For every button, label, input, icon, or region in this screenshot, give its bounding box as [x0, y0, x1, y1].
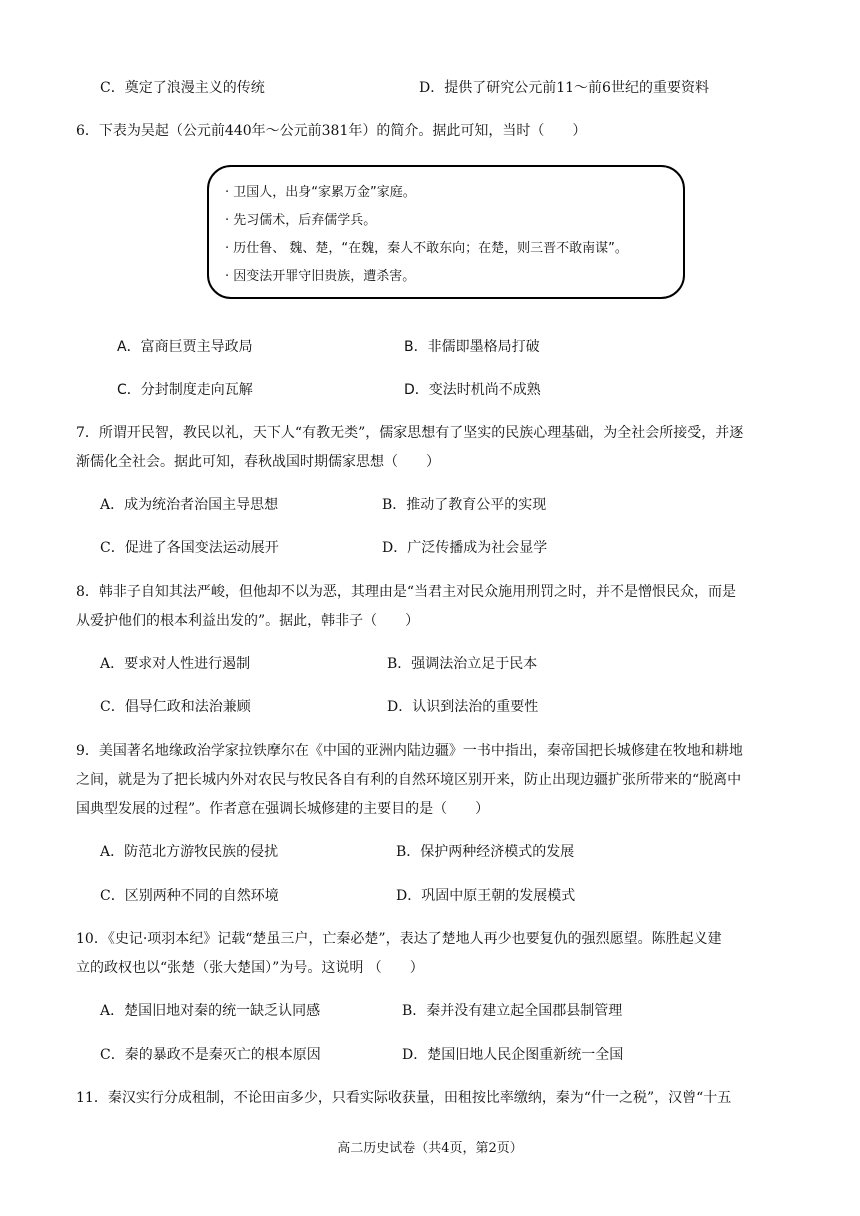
- q7-option-b: B．推动了教育公平的实现: [382, 497, 547, 513]
- q9-option-b: B．保护两种经济模式的发展: [396, 844, 575, 860]
- q5-option-d: D．提供了研究公元前11～前6世纪的重要资料: [419, 80, 709, 96]
- q7-line-1: 7．所谓开民智，教民以礼，天下人“有教无类”，儒家思想有了坚实的民族心理基础，为全社会所接受，并逐: [76, 425, 744, 441]
- q8-option-a: A．要求对人性进行遏制: [100, 656, 251, 672]
- q10-option-a: A．楚国旧地对秦的统一缺乏认同感: [100, 1003, 321, 1019]
- q8-option-b: B．强调法治立足于民本: [387, 656, 538, 672]
- q8-line-1: 8．韩非子自知其法严峻，但他却不以为恶，其理由是“当君主对民众施用刑罚之时，并不是憎恨民众，而是: [76, 584, 737, 600]
- q9-line-2: 之间，就是为了把长城内外对农民与牧民各自有利的自然环境区别开来，防止出现边疆扩张所带来的“脱离中: [76, 772, 742, 788]
- q11-line-1: 11．秦汉实行分成租制，不论田亩多少，只看实际收获量，田租按比率缴纳，秦为“什一之税”，汉曾“十五: [76, 1090, 732, 1106]
- q9-line-3: 国典型发展的过程”。作者意在强调长城修建的主要目的是（ ）: [76, 801, 490, 817]
- q6-box-line-2: · 先习儒术，后弃儒学兵。: [225, 213, 377, 228]
- q6-option-b: B．非儒即墨格局打破: [404, 339, 540, 355]
- q6-option-d: D．变法时机尚不成熟: [404, 382, 541, 398]
- q10-option-b: B．秦并没有建立起全国郡县制管理: [402, 1003, 623, 1019]
- q6-option-a: A．富商巨贾主导政局: [117, 339, 253, 355]
- q8-option-c: C．倡导仁政和法治兼顾: [100, 699, 251, 715]
- q6-box-line-1: · 卫国人，出身“家累万金”家庭。: [225, 185, 416, 200]
- q10-line-2: 立的政权也以“张楚（张大楚国）”为号。这说明 （ ）: [76, 960, 424, 976]
- q9-option-c: C．区别两种不同的自然环境: [100, 888, 279, 904]
- q6-box-line-3: · 历仕鲁、 魏、楚，“在魏，秦人不敢东向；在楚，则三晋不敢南谋”。: [225, 241, 628, 256]
- q7-line-2: 渐儒化全社会。据此可知，春秋战国时期儒家思想（ ）: [76, 454, 440, 470]
- q9-option-d: D．巩固中原王朝的发展模式: [396, 888, 576, 904]
- q6-profile-box: [207, 165, 685, 299]
- q6-box-line-4: · 因变法开罪守旧贵族，遭杀害。: [225, 269, 416, 284]
- q7-option-d: D．广泛传播成为社会显学: [382, 540, 548, 556]
- q9-option-a: A．防范北方游牧民族的侵扰: [100, 844, 279, 860]
- q8-line-2: 从爱护他们的根本利益出发的”。据此，韩非子（ ）: [76, 613, 420, 629]
- q6-option-c: C．分封制度走向瓦解: [117, 382, 253, 398]
- q8-option-d: D．认识到法治的重要性: [387, 699, 539, 715]
- page-footer: 高二历史试卷（共4页，第2页）: [337, 1141, 523, 1156]
- q10-option-d: D．楚国旧地人民企图重新统一全国: [402, 1047, 624, 1063]
- q10-option-c: C．秦的暴政不是秦灭亡的根本原因: [100, 1047, 321, 1063]
- q6-stem: 6．下表为吴起（公元前440年～公元前381年）的简介。据此可知，当时（ ）: [76, 123, 587, 139]
- q7-option-c: C．促进了各国变法运动展开: [100, 540, 279, 556]
- q10-line-1: 10．《史记·项羽本纪》记载“楚虽三户，亡秦必楚”，表达了楚地人再少也要复仇的强烈愿望。陈胜起义建: [76, 931, 722, 947]
- q5-option-c: C．奠定了浪漫主义的传统: [100, 80, 265, 96]
- q7-option-a: A．成为统治者治国主导思想: [100, 497, 279, 513]
- q9-line-1: 9．美国著名地缘政治学家拉铁摩尔在《中国的亚洲内陆边疆》一书中指出，秦帝国把长城修建在牧地和耕地: [76, 743, 743, 759]
